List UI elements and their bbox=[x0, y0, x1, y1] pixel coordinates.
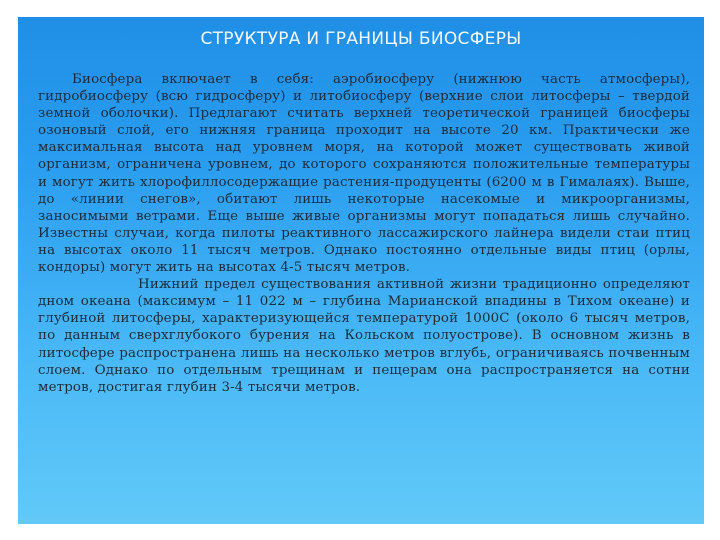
paragraph-lower-boundary: Нижний предел существования активной жизни традиционно определяют дном океана (максимум – 11 022 м – глубина Марианской впадины в Тихом океане) и глубиной литосферы, характеризующейся температурой 1000С (около 6 тысяч метров, по данным сверхглубокого бурения на Кольском полуострове). В основном жизнь в литосфере распространена лишь на несколько метров вглубь, ограничиваясь почвенным слоем. Однако по отдельным трещинам и пещерам она распространяется на сотни метров, достигая глубин 3-4 тысячи метров. bbox=[38, 277, 690, 395]
slide bbox=[18, 17, 704, 524]
paragraph-upper-boundary: Биосфера включает в себя: аэробиосферу (нижнюю часть атмосферы), гидробиосферу (всю гидросферу) и литобиосферу (верхние слои литосферы – твердой земной оболочки). Предлагают считать верхней теоретической границей биосферы озоновый слой, его нижняя граница проходит на высоте 20 км. Практически же максимальная высота над уровнем моря, на которой может существовать живой организм, ограничена уровнем, до которого сохраняются положительные температуры и могут жить хлорофиллосодержащие растения-продуценты (6200 м в Гималаях). Выше, до «линии снегов», обитают лишь некоторые насекомые и микроорганизмы, заносимыми ветрами. Еще выше живые организмы могут попадаться лишь случайно. Известны случаи, когда пилоты реактивного лассажирского лайнера видели стаи птиц на высотах около 11 тысяч метров. Однако постоянно отдельные виды птиц (орлы, кондоры) могут жить на высотах 4-5 тысяч метров. bbox=[38, 72, 690, 276]
slide-title: СТРУКТУРА И ГРАНИЦЫ БИОСФЕРЫ bbox=[200, 29, 522, 49]
slide-body bbox=[38, 71, 690, 396]
